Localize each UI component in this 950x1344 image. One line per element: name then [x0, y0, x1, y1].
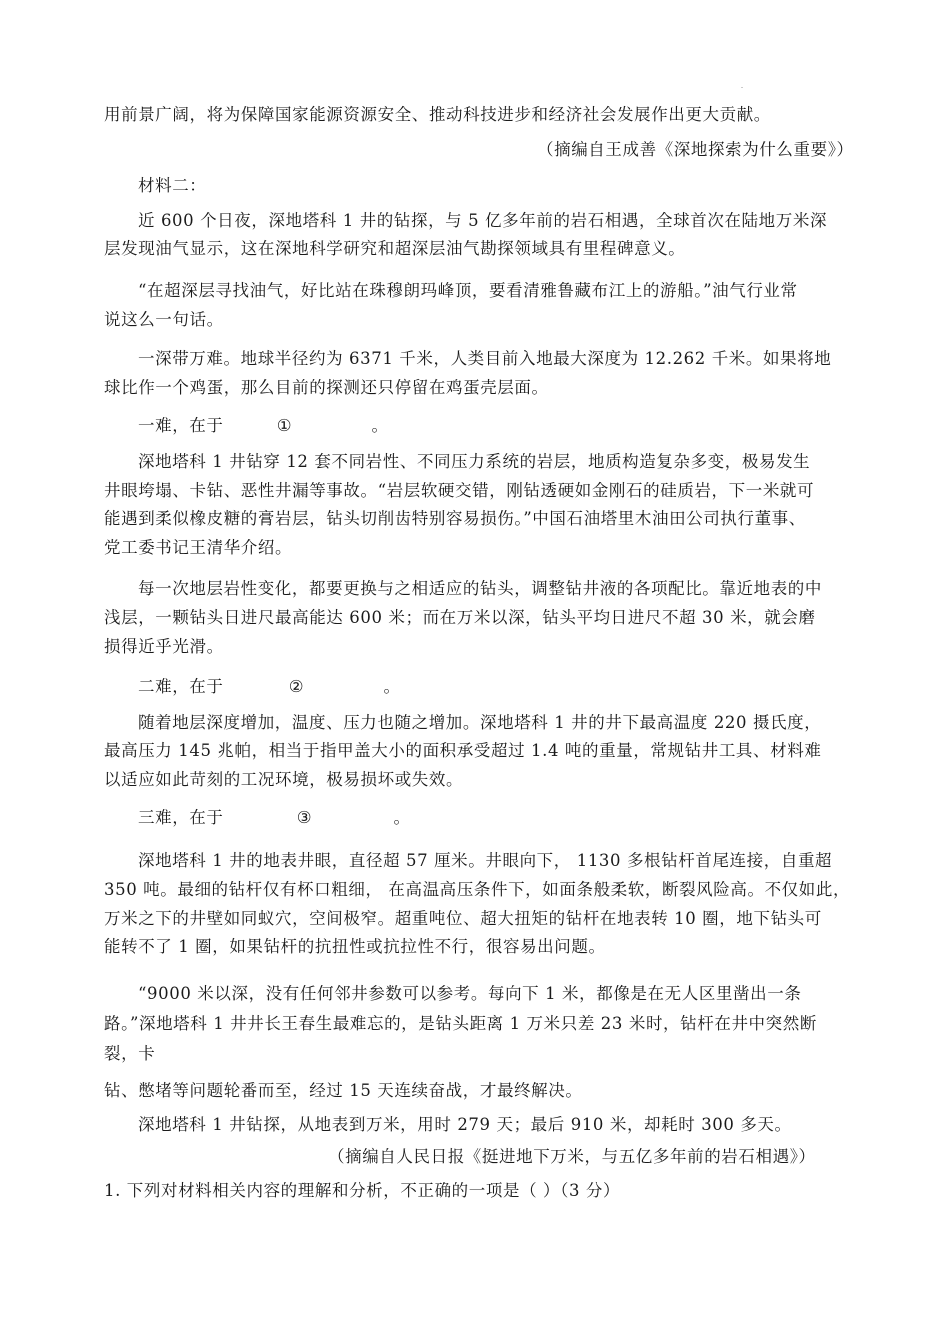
paragraph-line: 说这么一句话。: [104, 310, 224, 329]
paragraph-line: 钻、憋堵等问题轮番而至，经过 15 天连续奋战，才最终解决。: [104, 1081, 583, 1100]
page-marker: -: [741, 84, 744, 91]
difficulty-end: 。: [383, 677, 401, 696]
blank-1: ①: [276, 416, 293, 435]
blank-2: ②: [288, 677, 305, 696]
paragraph-line: “9000 米以深，没有任何邻井参数可以参考。每向下 1 米，都像是在无人区里凿出一条: [138, 984, 802, 1003]
paragraph-line: 球比作一个鸡蛋，那么目前的探测还只停留在鸡蛋壳层面。: [104, 378, 549, 397]
paragraph-line: 以适应如此苛刻的工况环境，极易损坏或失效。: [104, 770, 464, 789]
blank-3: ③: [296, 808, 313, 827]
source-citation: （摘编自人民日报《挺进地下万米，与五亿多年前的岩石相遇》）: [328, 1147, 816, 1166]
paragraph-line: 损得近乎光滑。: [104, 637, 224, 656]
paragraph-line: 最高压力 145 兆帕，相当于指甲盖大小的面积承受超过 1.4 吨的重量，常规钻井工具、材料难: [104, 741, 822, 760]
paragraph-line: 每一次地层岩性变化，都要更换与之相适应的钻头，调整钻井液的各项配比。靠近地表的中: [138, 579, 822, 598]
paragraph-line: 深地塔科 1 井钻穿 12 套不同岩性、不同压力系统的岩层，地质构造复杂多变，极易发生: [138, 452, 811, 471]
paragraph-line: 能遇到柔似橡皮糖的膏岩层，钻头切削齿特别容易损伤。”中国石油塔里木油田公司执行董事、: [104, 509, 806, 528]
difficulty-prefix: 一难，在于: [138, 416, 224, 435]
section-heading: 材料二：: [138, 176, 207, 195]
paragraph-line: 一深带万难。地球半径约为 6371 千米，人类目前入地最大深度为 12.262 千米。如果将地: [138, 349, 832, 368]
paragraph-line: 层发现油气显示，这在深地科学研究和超深层油气勘探领域具有里程碑意义。: [104, 239, 686, 258]
difficulty-line-3: [138, 807, 411, 829]
difficulty-end: 。: [371, 416, 389, 435]
paragraph-line: 路。”深地塔科 1 井井长王春生最难忘的，是钻头距离 1 万米只差 23 米时，钻杆在井中突然断: [104, 1014, 817, 1033]
difficulty-line-2: [138, 676, 401, 698]
difficulty-prefix: 三难，在于: [138, 808, 224, 827]
paragraph-line: 井眼垮塌、卡钻、恶性井漏等事故。“岩层软硬交错，刚钻透硬如金刚石的硅质岩，下一米就可: [104, 481, 815, 500]
difficulty-line-1: [138, 415, 389, 437]
difficulty-end: 。: [393, 808, 411, 827]
paragraph-line: 深地塔科 1 井钻探，从地表到万米，用时 279 天；最后 910 米，却耗时 300 多天。: [138, 1115, 792, 1134]
question-1: 1. 下列对材料相关内容的理解和分析，不正确的一项是（ ）（3 分）: [104, 1181, 621, 1200]
paragraph-line: 万米之下的井壁如同蚁穴，空间极窄。超重吨位、超大扭矩的钻杆在地表转 10 圈，地下钻头可: [104, 909, 822, 928]
paragraph-line: 深地塔科 1 井的地表井眼，直径超 57 厘米。井眼向下， 1130 多根钻杆首尾连接，自重超: [138, 851, 833, 870]
paragraph-line: 党工委书记王清华介绍。: [104, 538, 293, 557]
paragraph-line: 用前景广阔，将为保障国家能源资源安全、推动科技进步和经济社会发展作出更大贡献。: [104, 105, 771, 124]
paragraph-line: 裂，卡: [104, 1044, 156, 1063]
paragraph-line: 浅层，一颗钻头日进尺最高能达 600 米；而在万米以深，钻头平均日进尺不超 30 米，就会磨: [104, 608, 816, 627]
paragraph-line: 350 吨。最细的钻杆仅有杯口粗细， 在高温高压条件下，如面条般柔软，断裂风险高。不仅如此，: [104, 880, 851, 899]
paragraph-line: 能转不了 1 圈，如果钻杆的抗扭性或抗拉性不行，很容易出问题。: [104, 937, 606, 956]
source-citation: （摘编自王成善《深地探索为什么重要》）: [537, 140, 854, 159]
paragraph-line: 近 600 个日夜，深地塔科 1 井的钻探，与 5 亿多年前的岩石相遇，全球首次在陆地万米深: [138, 211, 828, 230]
paragraph-line: 随着地层深度增加，温度、压力也随之增加。深地塔科 1 井的井下最高温度 220 摄氏度，: [138, 713, 822, 732]
difficulty-prefix: 二难，在于: [138, 677, 224, 696]
paragraph-line: “在超深层寻找油气，好比站在珠穆朗玛峰顶，要看清雅鲁藏布江上的游船。”油气行业常: [138, 281, 798, 300]
